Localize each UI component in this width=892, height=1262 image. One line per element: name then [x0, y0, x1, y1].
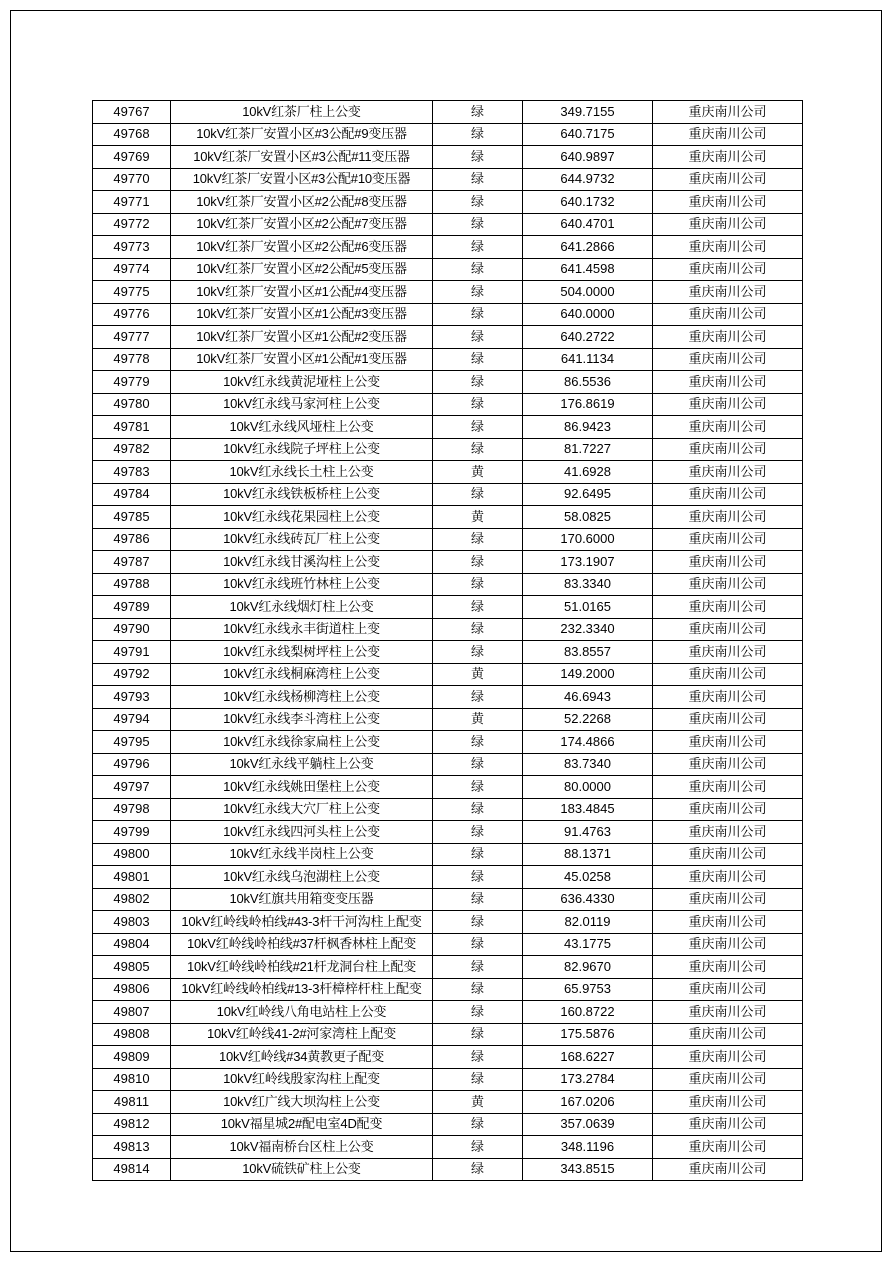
- cell-name: 10kV红永线甘溪沟柱上公变: [171, 551, 433, 574]
- cell-color: 绿: [433, 213, 523, 236]
- cell-value: 504.0000: [523, 281, 653, 304]
- cell-color: 绿: [433, 843, 523, 866]
- cell-org: 重庆南川公司: [653, 528, 803, 551]
- table-row: [93, 596, 803, 619]
- cell-value: 170.6000: [523, 528, 653, 551]
- cell-value: 83.3340: [523, 573, 653, 596]
- cell-value: 640.2722: [523, 326, 653, 349]
- cell-name: 10kV红永线半岗柱上公变: [171, 843, 433, 866]
- cell-color: 绿: [433, 1113, 523, 1136]
- table-row: [93, 416, 803, 439]
- cell-color: 绿: [433, 596, 523, 619]
- cell-org: 重庆南川公司: [653, 978, 803, 1001]
- cell-org: 重庆南川公司: [653, 191, 803, 214]
- cell-org: 重庆南川公司: [653, 866, 803, 889]
- cell-name: 10kV红广线大坝沟柱上公变: [171, 1091, 433, 1114]
- table-row: [93, 1113, 803, 1136]
- cell-color: 绿: [433, 416, 523, 439]
- cell-value: 86.5536: [523, 371, 653, 394]
- cell-value: 173.1907: [523, 551, 653, 574]
- cell-id: 49787: [93, 551, 171, 574]
- transformer-table-body: [93, 101, 803, 1181]
- cell-id: 49801: [93, 866, 171, 889]
- table-row: [93, 798, 803, 821]
- cell-color: 绿: [433, 798, 523, 821]
- cell-org: 重庆南川公司: [653, 438, 803, 461]
- cell-color: 绿: [433, 618, 523, 641]
- table-row: [93, 618, 803, 641]
- cell-name: 10kV红永线铁板桥柱上公变: [171, 483, 433, 506]
- cell-org: 重庆南川公司: [653, 146, 803, 169]
- cell-id: 49768: [93, 123, 171, 146]
- cell-color: 绿: [433, 753, 523, 776]
- cell-name: 10kV红永线平躺柱上公变: [171, 753, 433, 776]
- cell-id: 49789: [93, 596, 171, 619]
- cell-color: 绿: [433, 731, 523, 754]
- cell-org: 重庆南川公司: [653, 393, 803, 416]
- cell-name: 10kV红茶厂安置小区#2公配#6变压器: [171, 236, 433, 259]
- cell-name: 10kV红永线永丰街道柱上变: [171, 618, 433, 641]
- cell-id: 49803: [93, 911, 171, 934]
- cell-id: 49795: [93, 731, 171, 754]
- cell-color: 绿: [433, 1046, 523, 1069]
- cell-name: 10kV红岭线#34黄教更子配变: [171, 1046, 433, 1069]
- cell-id: 49770: [93, 168, 171, 191]
- cell-name: 10kV红茶厂安置小区#1公配#2变压器: [171, 326, 433, 349]
- cell-value: 641.4598: [523, 258, 653, 281]
- cell-name: 10kV红茶厂安置小区#1公配#4变压器: [171, 281, 433, 304]
- cell-value: 41.6928: [523, 461, 653, 484]
- cell-id: 49781: [93, 416, 171, 439]
- cell-value: 232.3340: [523, 618, 653, 641]
- cell-value: 348.1196: [523, 1136, 653, 1159]
- cell-id: 49811: [93, 1091, 171, 1114]
- cell-org: 重庆南川公司: [653, 483, 803, 506]
- table-row: [93, 303, 803, 326]
- cell-value: 640.4701: [523, 213, 653, 236]
- cell-name: 10kV红永线李斗湾柱上公变: [171, 708, 433, 731]
- table-row: [93, 146, 803, 169]
- cell-org: 重庆南川公司: [653, 1158, 803, 1181]
- cell-org: 重庆南川公司: [653, 168, 803, 191]
- table-row: [93, 168, 803, 191]
- cell-id: 49810: [93, 1068, 171, 1091]
- cell-org: 重庆南川公司: [653, 281, 803, 304]
- cell-value: 82.0119: [523, 911, 653, 934]
- cell-color: 绿: [433, 326, 523, 349]
- cell-id: 49809: [93, 1046, 171, 1069]
- cell-id: 49772: [93, 213, 171, 236]
- cell-org: 重庆南川公司: [653, 1001, 803, 1024]
- cell-name: 10kV红永线乌泡湖柱上公变: [171, 866, 433, 889]
- cell-org: 重庆南川公司: [653, 461, 803, 484]
- cell-value: 45.0258: [523, 866, 653, 889]
- cell-color: 绿: [433, 281, 523, 304]
- table-row: [93, 1136, 803, 1159]
- transformer-table: [92, 100, 803, 1181]
- table-row: [93, 978, 803, 1001]
- table-row: [93, 101, 803, 124]
- cell-value: 640.0000: [523, 303, 653, 326]
- cell-id: 49792: [93, 663, 171, 686]
- cell-org: 重庆南川公司: [653, 641, 803, 664]
- cell-value: 644.9732: [523, 168, 653, 191]
- cell-value: 83.7340: [523, 753, 653, 776]
- cell-color: 绿: [433, 371, 523, 394]
- table-row: [93, 483, 803, 506]
- cell-org: 重庆南川公司: [653, 236, 803, 259]
- cell-id: 49791: [93, 641, 171, 664]
- cell-value: 636.4330: [523, 888, 653, 911]
- table-row: [93, 236, 803, 259]
- cell-name: 10kV福南桥台区柱上公变: [171, 1136, 433, 1159]
- cell-id: 49777: [93, 326, 171, 349]
- cell-org: 重庆南川公司: [653, 213, 803, 236]
- cell-name: 10kV硫铁矿柱上公变: [171, 1158, 433, 1181]
- cell-id: 49813: [93, 1136, 171, 1159]
- cell-id: 49806: [93, 978, 171, 1001]
- table-row: [93, 191, 803, 214]
- table-row: [93, 438, 803, 461]
- table-row: [93, 461, 803, 484]
- cell-org: 重庆南川公司: [653, 753, 803, 776]
- cell-org: 重庆南川公司: [653, 618, 803, 641]
- cell-value: 640.1732: [523, 191, 653, 214]
- cell-color: 绿: [433, 101, 523, 124]
- cell-org: 重庆南川公司: [653, 1136, 803, 1159]
- table-row: [93, 506, 803, 529]
- cell-org: 重庆南川公司: [653, 821, 803, 844]
- cell-name: 10kV红岭线岭柏线#13-3杆樟梓杆柱上配变: [171, 978, 433, 1001]
- table-row: [93, 1023, 803, 1046]
- cell-color: 绿: [433, 933, 523, 956]
- cell-color: 绿: [433, 866, 523, 889]
- cell-color: 绿: [433, 1023, 523, 1046]
- cell-name: 10kV红岭线殷家沟柱上配变: [171, 1068, 433, 1091]
- table-row: [93, 663, 803, 686]
- cell-name: 10kV红永线大穴厂柱上公变: [171, 798, 433, 821]
- cell-id: 49776: [93, 303, 171, 326]
- cell-color: 绿: [433, 978, 523, 1001]
- table-row: [93, 1091, 803, 1114]
- cell-org: 重庆南川公司: [653, 843, 803, 866]
- cell-id: 49812: [93, 1113, 171, 1136]
- cell-value: 46.6943: [523, 686, 653, 709]
- cell-color: 绿: [433, 303, 523, 326]
- cell-name: 10kV红永线马家河柱上公变: [171, 393, 433, 416]
- cell-color: 黄: [433, 708, 523, 731]
- cell-org: 重庆南川公司: [653, 101, 803, 124]
- cell-org: 重庆南川公司: [653, 731, 803, 754]
- cell-id: 49785: [93, 506, 171, 529]
- cell-id: 49774: [93, 258, 171, 281]
- cell-org: 重庆南川公司: [653, 371, 803, 394]
- cell-value: 92.6495: [523, 483, 653, 506]
- table-row: [93, 1068, 803, 1091]
- cell-color: 绿: [433, 168, 523, 191]
- cell-color: 黄: [433, 663, 523, 686]
- cell-id: 49798: [93, 798, 171, 821]
- cell-name: 10kV红永线杨柳湾柱上公变: [171, 686, 433, 709]
- cell-id: 49808: [93, 1023, 171, 1046]
- table-row: [93, 866, 803, 889]
- cell-org: 重庆南川公司: [653, 303, 803, 326]
- table-row: [93, 1158, 803, 1181]
- cell-value: 640.9897: [523, 146, 653, 169]
- cell-name: 10kV红旗共用箱变变压器: [171, 888, 433, 911]
- cell-value: 168.6227: [523, 1046, 653, 1069]
- cell-id: 49802: [93, 888, 171, 911]
- cell-org: 重庆南川公司: [653, 663, 803, 686]
- cell-id: 49793: [93, 686, 171, 709]
- cell-color: 绿: [433, 573, 523, 596]
- cell-name: 10kV红永线花果园柱上公变: [171, 506, 433, 529]
- cell-id: 49807: [93, 1001, 171, 1024]
- cell-name: 10kV红茶厂安置小区#3公配#10变压器: [171, 168, 433, 191]
- transformer-table-container: [92, 100, 802, 1181]
- cell-name: 10kV红茶厂柱上公变: [171, 101, 433, 124]
- cell-value: 641.2866: [523, 236, 653, 259]
- cell-id: 49794: [93, 708, 171, 731]
- cell-org: 重庆南川公司: [653, 573, 803, 596]
- cell-org: 重庆南川公司: [653, 708, 803, 731]
- cell-org: 重庆南川公司: [653, 1046, 803, 1069]
- cell-id: 49780: [93, 393, 171, 416]
- cell-id: 49783: [93, 461, 171, 484]
- cell-org: 重庆南川公司: [653, 1068, 803, 1091]
- table-row: [93, 281, 803, 304]
- cell-value: 343.8515: [523, 1158, 653, 1181]
- cell-id: 49784: [93, 483, 171, 506]
- cell-org: 重庆南川公司: [653, 1113, 803, 1136]
- cell-value: 91.4763: [523, 821, 653, 844]
- cell-id: 49797: [93, 776, 171, 799]
- cell-color: 绿: [433, 438, 523, 461]
- cell-color: 绿: [433, 551, 523, 574]
- cell-name: 10kV红茶厂安置小区#1公配#3变压器: [171, 303, 433, 326]
- table-row: [93, 393, 803, 416]
- cell-value: 88.1371: [523, 843, 653, 866]
- cell-name: 10kV红永线桐麻湾柱上公变: [171, 663, 433, 686]
- cell-org: 重庆南川公司: [653, 933, 803, 956]
- table-row: [93, 843, 803, 866]
- cell-org: 重庆南川公司: [653, 1091, 803, 1114]
- cell-name: 10kV红岭线八角电站柱上公变: [171, 1001, 433, 1024]
- cell-org: 重庆南川公司: [653, 123, 803, 146]
- table-row: [93, 573, 803, 596]
- cell-name: 10kV红永线院子坪柱上公变: [171, 438, 433, 461]
- cell-value: 349.7155: [523, 101, 653, 124]
- cell-color: 绿: [433, 821, 523, 844]
- cell-color: 绿: [433, 348, 523, 371]
- cell-org: 重庆南川公司: [653, 956, 803, 979]
- cell-org: 重庆南川公司: [653, 326, 803, 349]
- cell-name: 10kV红永线烟灯柱上公变: [171, 596, 433, 619]
- cell-value: 80.0000: [523, 776, 653, 799]
- cell-id: 49773: [93, 236, 171, 259]
- cell-value: 160.8722: [523, 1001, 653, 1024]
- cell-value: 81.7227: [523, 438, 653, 461]
- cell-org: 重庆南川公司: [653, 348, 803, 371]
- cell-name: 10kV红永线砖瓦厂柱上公变: [171, 528, 433, 551]
- cell-color: 绿: [433, 393, 523, 416]
- cell-name: 10kV红岭线岭柏线#37杆枫香林柱上配变: [171, 933, 433, 956]
- table-row: [93, 753, 803, 776]
- cell-color: 绿: [433, 686, 523, 709]
- cell-org: 重庆南川公司: [653, 1023, 803, 1046]
- cell-name: 10kV红岭线岭柏线#21杆龙洞台柱上配变: [171, 956, 433, 979]
- cell-name: 10kV红永线长土柱上公变: [171, 461, 433, 484]
- cell-id: 49814: [93, 1158, 171, 1181]
- cell-name: 10kV红永线四河头柱上公变: [171, 821, 433, 844]
- cell-color: 绿: [433, 888, 523, 911]
- cell-name: 10kV红茶厂安置小区#2公配#5变压器: [171, 258, 433, 281]
- cell-value: 357.0639: [523, 1113, 653, 1136]
- cell-name: 10kV红茶厂安置小区#1公配#1变压器: [171, 348, 433, 371]
- cell-value: 83.8557: [523, 641, 653, 664]
- cell-org: 重庆南川公司: [653, 888, 803, 911]
- cell-name: 10kV福星城2#配电室4D配变: [171, 1113, 433, 1136]
- cell-id: 49771: [93, 191, 171, 214]
- cell-color: 绿: [433, 1158, 523, 1181]
- cell-name: 10kV红岭线41-2#河家湾柱上配变: [171, 1023, 433, 1046]
- table-row: [93, 551, 803, 574]
- cell-org: 重庆南川公司: [653, 596, 803, 619]
- cell-id: 49782: [93, 438, 171, 461]
- cell-org: 重庆南川公司: [653, 911, 803, 934]
- table-row: [93, 641, 803, 664]
- cell-org: 重庆南川公司: [653, 258, 803, 281]
- table-row: [93, 911, 803, 934]
- cell-name: 10kV红永线班竹林柱上公变: [171, 573, 433, 596]
- cell-name: 10kV红永线梨树坪柱上公变: [171, 641, 433, 664]
- cell-color: 绿: [433, 911, 523, 934]
- cell-id: 49799: [93, 821, 171, 844]
- cell-color: 黄: [433, 461, 523, 484]
- cell-org: 重庆南川公司: [653, 686, 803, 709]
- cell-value: 640.7175: [523, 123, 653, 146]
- cell-color: 绿: [433, 258, 523, 281]
- cell-name: 10kV红永线风垭柱上公变: [171, 416, 433, 439]
- table-row: [93, 213, 803, 236]
- cell-color: 绿: [433, 528, 523, 551]
- cell-id: 49788: [93, 573, 171, 596]
- cell-id: 49779: [93, 371, 171, 394]
- cell-value: 43.1775: [523, 933, 653, 956]
- cell-color: 绿: [433, 146, 523, 169]
- cell-color: 绿: [433, 1001, 523, 1024]
- cell-org: 重庆南川公司: [653, 551, 803, 574]
- cell-value: 149.2000: [523, 663, 653, 686]
- cell-value: 65.9753: [523, 978, 653, 1001]
- table-row: [93, 1046, 803, 1069]
- cell-org: 重庆南川公司: [653, 506, 803, 529]
- cell-color: 绿: [433, 123, 523, 146]
- table-row: [93, 326, 803, 349]
- table-row: [93, 821, 803, 844]
- cell-color: 绿: [433, 641, 523, 664]
- table-row: [93, 956, 803, 979]
- cell-value: 82.9670: [523, 956, 653, 979]
- cell-id: 49786: [93, 528, 171, 551]
- cell-name: 10kV红永线黄泥垭柱上公变: [171, 371, 433, 394]
- cell-org: 重庆南川公司: [653, 776, 803, 799]
- cell-id: 49778: [93, 348, 171, 371]
- cell-id: 49800: [93, 843, 171, 866]
- cell-color: 绿: [433, 236, 523, 259]
- cell-value: 52.2268: [523, 708, 653, 731]
- cell-name: 10kV红茶厂安置小区#3公配#9变压器: [171, 123, 433, 146]
- cell-color: 绿: [433, 776, 523, 799]
- cell-id: 49796: [93, 753, 171, 776]
- table-row: [93, 776, 803, 799]
- cell-value: 175.5876: [523, 1023, 653, 1046]
- cell-name: 10kV红岭线岭柏线#43-3杆干河沟柱上配变: [171, 911, 433, 934]
- cell-color: 绿: [433, 1136, 523, 1159]
- cell-color: 绿: [433, 191, 523, 214]
- cell-value: 641.1134: [523, 348, 653, 371]
- table-row: [93, 933, 803, 956]
- cell-color: 绿: [433, 483, 523, 506]
- cell-value: 86.9423: [523, 416, 653, 439]
- cell-value: 183.4845: [523, 798, 653, 821]
- cell-id: 49790: [93, 618, 171, 641]
- table-row: [93, 371, 803, 394]
- cell-color: 黄: [433, 506, 523, 529]
- table-row: [93, 888, 803, 911]
- cell-name: 10kV红永线姚田堡柱上公变: [171, 776, 433, 799]
- cell-value: 174.4866: [523, 731, 653, 754]
- cell-color: 绿: [433, 956, 523, 979]
- cell-id: 49805: [93, 956, 171, 979]
- table-row: [93, 528, 803, 551]
- table-row: [93, 1001, 803, 1024]
- cell-org: 重庆南川公司: [653, 798, 803, 821]
- cell-name: 10kV红茶厂安置小区#2公配#7变压器: [171, 213, 433, 236]
- table-row: [93, 708, 803, 731]
- cell-org: 重庆南川公司: [653, 416, 803, 439]
- table-row: [93, 348, 803, 371]
- cell-color: 绿: [433, 1068, 523, 1091]
- table-row: [93, 686, 803, 709]
- cell-value: 167.0206: [523, 1091, 653, 1114]
- cell-name: 10kV红茶厂安置小区#3公配#11变压器: [171, 146, 433, 169]
- cell-id: 49769: [93, 146, 171, 169]
- cell-id: 49804: [93, 933, 171, 956]
- cell-value: 58.0825: [523, 506, 653, 529]
- cell-color: 黄: [433, 1091, 523, 1114]
- cell-value: 173.2784: [523, 1068, 653, 1091]
- cell-name: 10kV红永线徐家扁柱上公变: [171, 731, 433, 754]
- cell-name: 10kV红茶厂安置小区#2公配#8变压器: [171, 191, 433, 214]
- table-row: [93, 258, 803, 281]
- cell-id: 49767: [93, 101, 171, 124]
- cell-value: 51.0165: [523, 596, 653, 619]
- cell-id: 49775: [93, 281, 171, 304]
- table-row: [93, 731, 803, 754]
- cell-value: 176.8619: [523, 393, 653, 416]
- table-row: [93, 123, 803, 146]
